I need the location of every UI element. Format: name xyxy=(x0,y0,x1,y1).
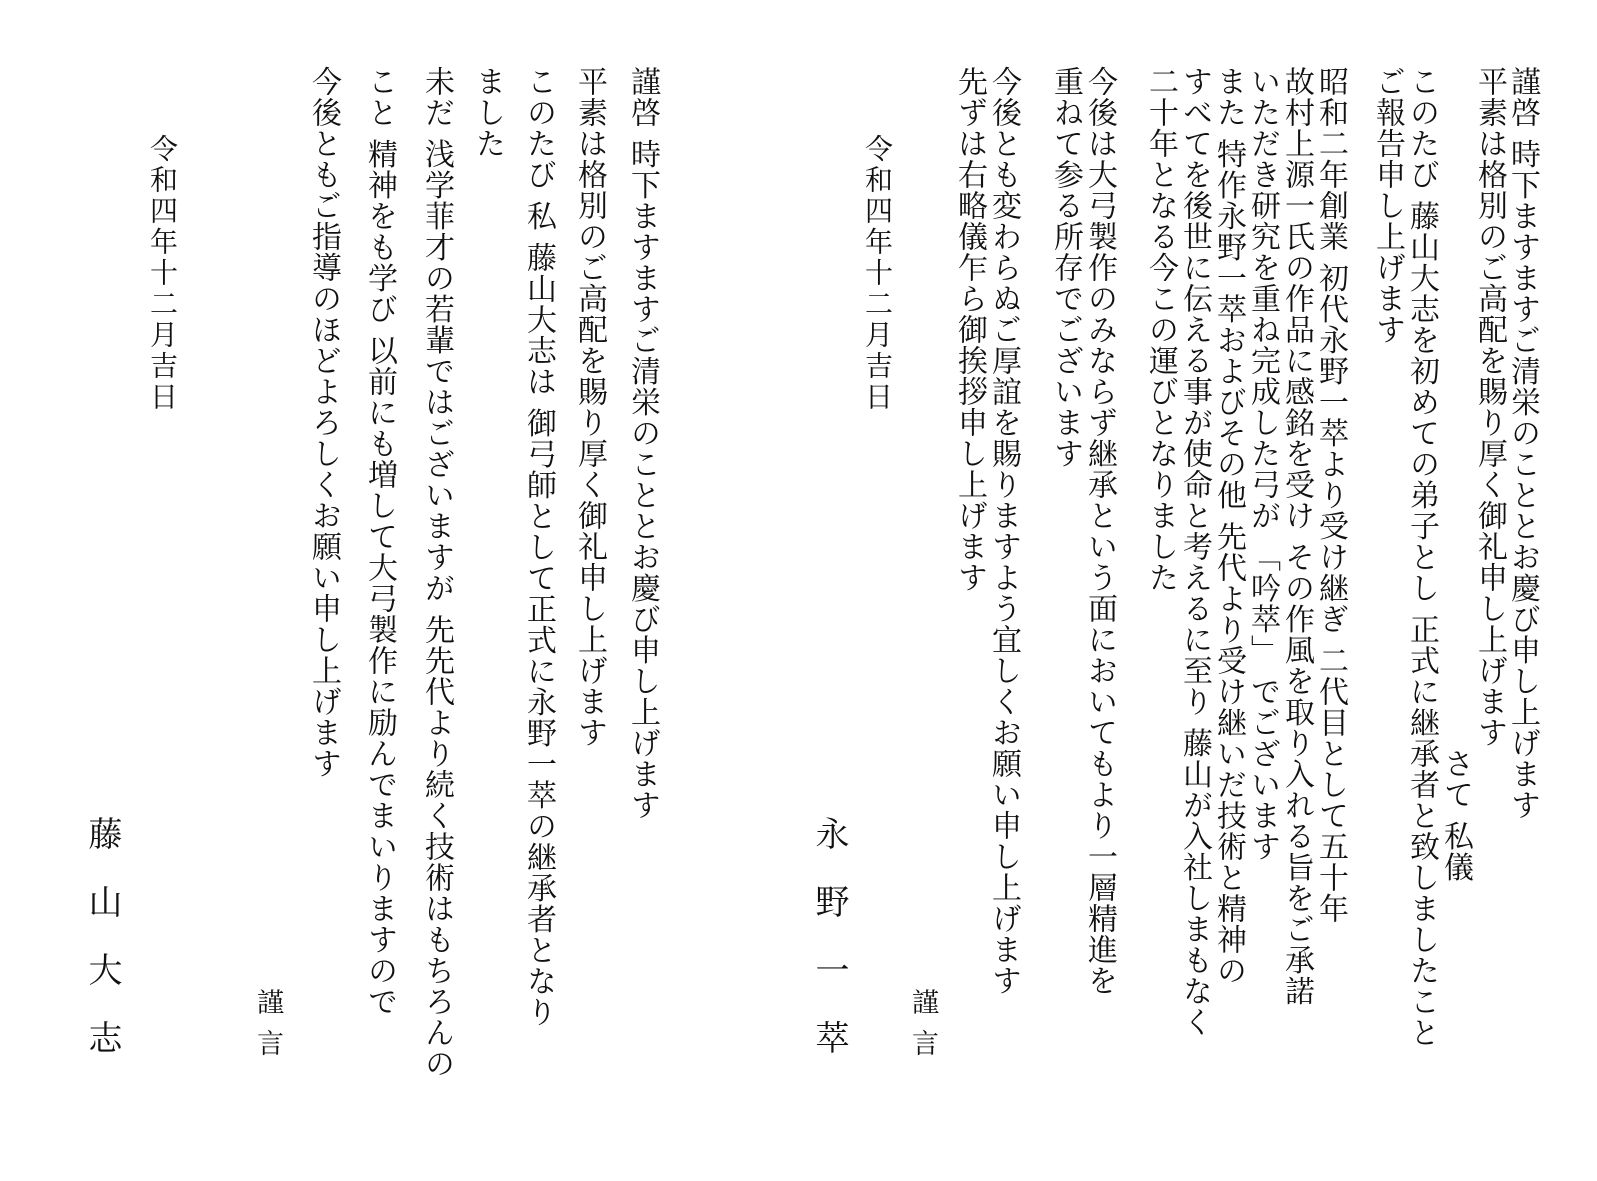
right-line-6: 昭和二年創業 初代永野一萃より受け継ぎ 二代目として五十年 xyxy=(1313,66,1348,925)
right-closing: 謹言 xyxy=(907,988,938,1070)
right-line-13: 重ねて参る所存でございます xyxy=(1048,66,1083,469)
right-line-7: 故村上源一氏の作品に感銘を受け その作風を取り入れる旨をご承諾 xyxy=(1279,66,1314,1007)
left-line-1: 謹啓 時下ますますご清栄のこととお慶び申し上げます xyxy=(625,66,660,821)
right-line-4: このたび 藤山大志を初めての弟子とし 正式に継承者と致しましたこと xyxy=(1404,66,1439,1049)
right-signature: 永野一萃 xyxy=(809,816,849,1088)
right-line-2: 平素は格別のご高配を賜り厚く御礼申し上げます xyxy=(1472,66,1507,748)
left-date: 令和四年十二月吉日 xyxy=(146,134,179,413)
left-line-5: 未だ 浅学菲才の若輩ではございますが 先先代より続く技術はもちろんの xyxy=(419,66,454,1080)
right-line-15: 先ずは右略儀乍ら御挨拶申し上げます xyxy=(952,66,987,593)
right-line-10: すべてを後世に伝える事が使命と考えるに至り 藤山が入社しまもなく xyxy=(1177,66,1212,1038)
left-line-7: 今後ともご指導のほどよろしくお願い申し上げます xyxy=(306,66,341,779)
right-line-3: さて 私儀 xyxy=(1438,66,1473,883)
right-line-9: また 特作永野一萃およびその他 先代より受け継いだ技術と精神の xyxy=(1211,66,1246,987)
left-closing: 謹言 xyxy=(252,988,283,1070)
left-line-4: ました xyxy=(470,66,505,159)
left-line-2: 平素は格別のご高配を賜り厚く御礼申し上げます xyxy=(572,66,607,748)
right-line-8: いただき研究を重ね完成した弓が 「吟萃」 でございます xyxy=(1245,66,1280,863)
left-line-3: このたび 私 藤山大志は 御弓師として正式に永野一萃の継承者となり xyxy=(521,66,556,1028)
right-line-1: 謹啓 時下ますますご清栄のこととお慶び申し上げます xyxy=(1505,66,1540,821)
right-line-5: ご報告申し上げます xyxy=(1370,66,1405,345)
right-date: 令和四年十二月吉日 xyxy=(861,134,894,413)
left-line-6: こと 精神をも学び 以前にも増して大弓製作に励んでまいりますので xyxy=(362,66,397,1018)
right-line-11: 二十年となる今この運びとなりました xyxy=(1143,66,1178,593)
right-line-14: 今後とも変わらぬご厚誼を賜りますよう宜しくお願い申し上げます xyxy=(986,66,1021,996)
left-signature: 藤山大志 xyxy=(82,816,122,1088)
right-line-12: 今後は大弓製作のみならず継承という面においてもより一層精進を xyxy=(1082,66,1117,996)
